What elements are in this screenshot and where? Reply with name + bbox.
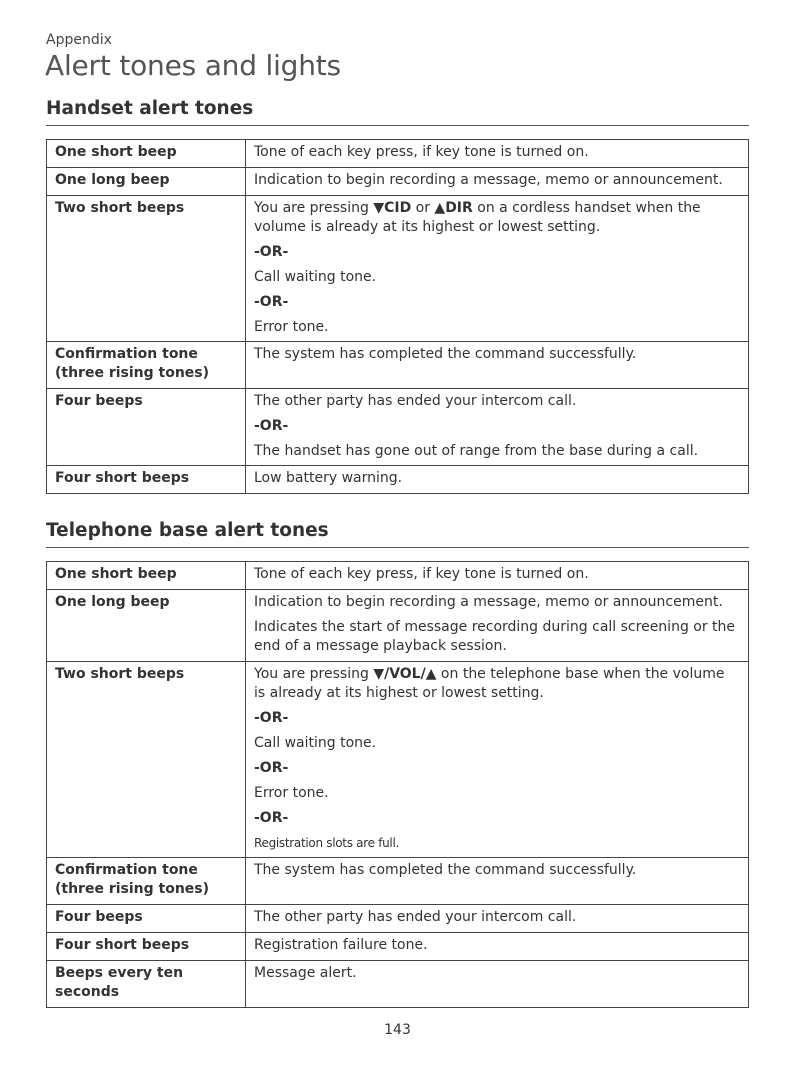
description-text: Call waiting tone.	[254, 735, 377, 751]
row-term: Four beeps	[47, 389, 246, 466]
table-row	[47, 562, 749, 590]
row-term: Four short beeps	[47, 466, 246, 494]
page-number: 143	[384, 1022, 411, 1038]
row-term: Four beeps	[47, 905, 246, 933]
cid-key-label: ▼CID	[373, 200, 412, 216]
text-fragment: on the telephone base when the volume is already at its highest or lowest setting.	[254, 666, 725, 701]
alert-tones-table	[46, 139, 749, 494]
text-fragment: on a cordless handset when the volume is already at its highest or lowest setting.	[254, 200, 701, 235]
section-eyebrow: Appendix	[46, 32, 112, 48]
description-text: Indication to begin recording a message, memo or announcement.	[254, 172, 723, 188]
text-fragment: You are pressing	[254, 200, 374, 216]
description-text: The handset has gone out of range from the base during a call.	[254, 443, 699, 459]
row-description	[246, 466, 749, 494]
description-text: Registration slots are full.	[254, 836, 400, 850]
description-text: Tone of each key press, if key tone is turned on.	[254, 144, 589, 160]
or-separator: -OR-	[254, 810, 289, 826]
dir-key-label: ▲DIR	[434, 200, 473, 216]
or-separator: -OR-	[254, 710, 289, 726]
table-row	[47, 961, 749, 1008]
row-description	[246, 562, 749, 590]
row-description	[246, 140, 749, 168]
table-row	[47, 466, 749, 494]
description-text: Message alert.	[254, 965, 357, 981]
row-description	[246, 662, 749, 858]
description-text: The other party has ended your intercom call.	[254, 909, 577, 925]
description-text	[254, 665, 740, 703]
section-heading: Handset alert tones	[46, 97, 749, 126]
table-row	[47, 933, 749, 961]
row-term: Two short beeps	[47, 196, 246, 342]
row-description	[246, 858, 749, 905]
page-title: Alert tones and lights	[45, 49, 341, 82]
row-term: Beeps every ten seconds	[47, 961, 246, 1008]
text-fragment: You are pressing	[254, 666, 374, 682]
description-text: The system has completed the command successfully.	[254, 862, 637, 878]
table-row	[47, 905, 749, 933]
table-row	[47, 168, 749, 196]
table-row	[47, 342, 749, 389]
handset-alert-tones-section	[46, 97, 749, 494]
description-text: Indication to begin recording a message, memo or announcement.	[254, 594, 723, 610]
description-text: Tone of each key press, if key tone is turned on.	[254, 566, 589, 582]
row-description	[246, 590, 749, 662]
volume-key-label: ▼/VOL/▲	[373, 666, 437, 682]
description-text: Error tone.	[254, 785, 329, 801]
description-text: Indicates the start of message recording during call screening or the end of a message playback session.	[254, 619, 736, 654]
alert-tones-table	[46, 561, 749, 1008]
description-text: Call waiting tone.	[254, 269, 377, 285]
row-term: Confirmation tone (three rising tones)	[47, 858, 246, 905]
row-description	[246, 961, 749, 1008]
row-term: Two short beeps	[47, 662, 246, 858]
or-separator: -OR-	[254, 294, 289, 310]
table-row	[47, 662, 749, 858]
row-term: One short beep	[47, 562, 246, 590]
row-term: Four short beeps	[47, 933, 246, 961]
table-row	[47, 858, 749, 905]
or-separator: -OR-	[254, 418, 289, 434]
description-text	[254, 199, 740, 237]
description-text: The system has completed the command successfully.	[254, 346, 637, 362]
section-heading: Telephone base alert tones	[46, 519, 749, 548]
description-text: Registration failure tone.	[254, 937, 428, 953]
or-separator: -OR-	[254, 244, 289, 260]
text-fragment: or	[411, 200, 435, 216]
row-term: One short beep	[47, 140, 246, 168]
description-text: Error tone.	[254, 319, 329, 335]
table-row	[47, 389, 749, 466]
description-text: The other party has ended your intercom call.	[254, 393, 577, 409]
table-row	[47, 140, 749, 168]
row-description	[246, 168, 749, 196]
or-separator: -OR-	[254, 760, 289, 776]
row-description	[246, 905, 749, 933]
base-alert-tones-section	[46, 519, 749, 1008]
table-row	[47, 196, 749, 342]
row-description	[246, 933, 749, 961]
row-term: One long beep	[47, 168, 246, 196]
row-term: Confirmation tone (three rising tones)	[47, 342, 246, 389]
table-row	[47, 590, 749, 662]
row-description	[246, 196, 749, 342]
description-text: Low battery warning.	[254, 470, 403, 486]
row-description	[246, 342, 749, 389]
row-term: One long beep	[47, 590, 246, 662]
row-description	[246, 389, 749, 466]
